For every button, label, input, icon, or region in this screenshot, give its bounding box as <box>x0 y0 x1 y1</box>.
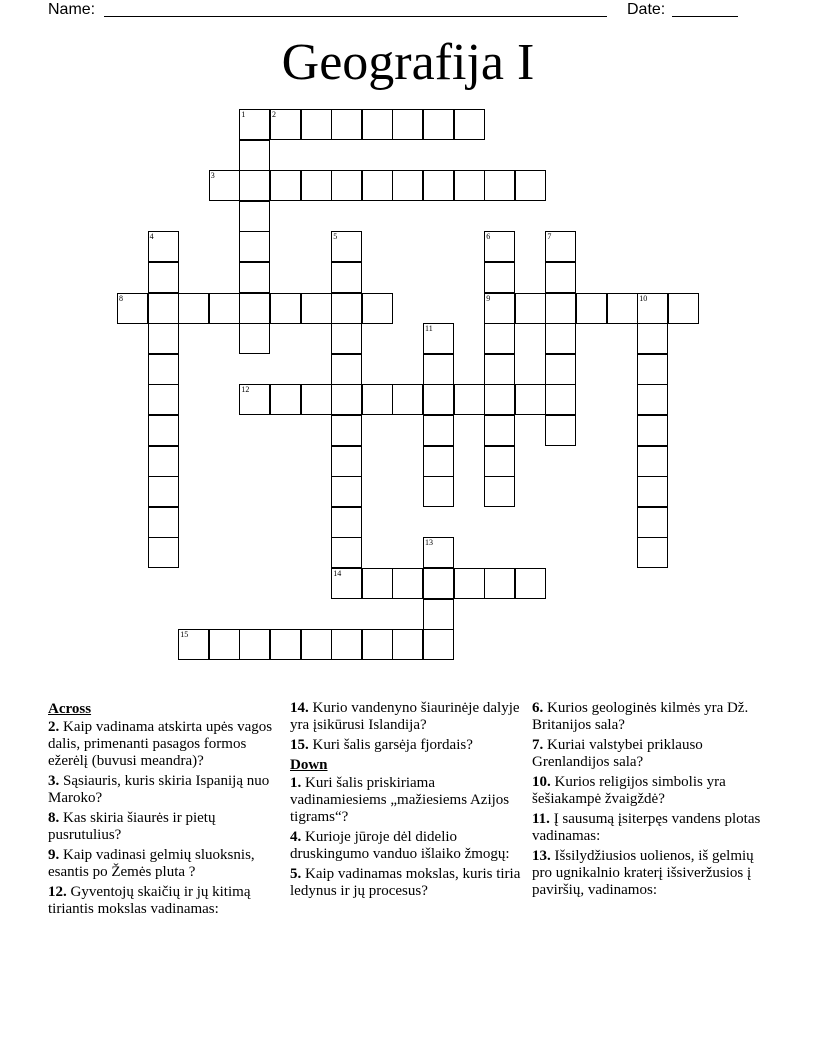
grid-cell[interactable] <box>301 293 332 324</box>
cell-number: 7 <box>547 232 552 242</box>
clue-down-6 <box>532 700 770 734</box>
grid-cell[interactable] <box>331 262 362 293</box>
grid-cell[interactable] <box>484 476 515 507</box>
grid-cell[interactable] <box>423 354 454 385</box>
grid-cell[interactable] <box>392 568 423 599</box>
grid-cell[interactable] <box>239 262 270 293</box>
grid-cell[interactable] <box>331 109 362 140</box>
grid-cell[interactable] <box>392 170 423 201</box>
clue-down-4 <box>290 829 522 863</box>
clue-across-15 <box>290 737 522 754</box>
clue-number: 12. <box>48 884 67 900</box>
clue-text: Išsilydžiusios uolienos, iš gelmių pro ugnikalnio kraterį išsiveržusios į paviršių, vadinamos: <box>532 848 754 898</box>
grid-cell[interactable] <box>362 170 393 201</box>
clue-across-14 <box>290 700 522 734</box>
cell-number: 13 <box>425 538 433 548</box>
grid-cell[interactable] <box>515 293 546 324</box>
grid-cell[interactable] <box>331 354 362 385</box>
grid-cell[interactable] <box>270 109 301 140</box>
cell-number: 11 <box>425 324 433 334</box>
grid-cell[interactable] <box>117 293 148 324</box>
grid-cell[interactable] <box>515 384 546 415</box>
grid-cell[interactable] <box>331 170 362 201</box>
clue-text: Kurios religijos simbolis yra šešiakampė žvaigždė? <box>532 774 726 807</box>
grid-cell[interactable] <box>545 231 576 262</box>
grid-cell[interactable] <box>637 384 668 415</box>
grid-cell[interactable] <box>545 354 576 385</box>
cell-number: 6 <box>486 232 491 242</box>
across-heading: Across <box>48 701 92 717</box>
grid-cell[interactable] <box>331 415 362 446</box>
grid-cell[interactable] <box>392 384 423 415</box>
grid-cell[interactable] <box>423 109 454 140</box>
clue-text: Kuri šalis priskiriama vadinamiesiems „mažiesiems Azijos tigrams“? <box>290 775 510 825</box>
grid-cell[interactable] <box>239 293 270 324</box>
grid-cell[interactable] <box>484 170 515 201</box>
clue-down-13 <box>532 848 770 899</box>
grid-cell[interactable] <box>239 231 270 262</box>
clue-text: Kaip vadinamas mokslas, kuris tiria ledynus ir jų procesus? <box>290 866 521 899</box>
cell-number: 5 <box>333 232 338 242</box>
grid-cell[interactable] <box>484 262 515 293</box>
clue-number: 1. <box>290 775 302 791</box>
grid-cell[interactable] <box>331 568 362 599</box>
grid-cell[interactable] <box>454 568 485 599</box>
grid-cell[interactable] <box>545 415 576 446</box>
grid-cell[interactable] <box>607 293 638 324</box>
clue-number: 4. <box>290 829 302 845</box>
clue-text: Kurioje jūroje dėl didelio druskingumo vanduo išlaiko žmogų: <box>290 829 510 862</box>
grid-cell[interactable] <box>454 384 485 415</box>
grid-cell[interactable] <box>454 109 485 140</box>
grid-cell[interactable] <box>362 109 393 140</box>
clue-text: Kas skiria šiaurės ir pietų pusrutulius? <box>48 810 216 843</box>
grid-cell[interactable] <box>331 507 362 538</box>
grid-cell[interactable] <box>148 415 179 446</box>
clue-number: 3. <box>48 773 60 789</box>
grid-cell[interactable] <box>148 293 179 324</box>
clues-column-1 <box>48 700 280 921</box>
grid-cell[interactable] <box>484 231 515 262</box>
grid-cell[interactable] <box>148 537 179 568</box>
clue-number: 9. <box>48 847 60 863</box>
grid-cell[interactable] <box>270 384 301 415</box>
clue-number: 11. <box>532 811 550 827</box>
grid-cell[interactable] <box>423 476 454 507</box>
grid-cell[interactable] <box>331 446 362 477</box>
clue-down-10 <box>532 774 770 808</box>
cell-number: 1 <box>241 110 246 119</box>
clue-text: Kaip vadinasi gelmių sluoksnis, esantis po Žemės pluta ? <box>48 847 255 880</box>
grid-cell[interactable] <box>148 323 179 354</box>
clue-text: Gyventojų skaičių ir jų kitimą tiriantis mokslas vadinamas: <box>48 884 251 917</box>
grid-cell[interactable] <box>331 231 362 262</box>
clue-text: Kuri šalis garsėja fjordais? <box>312 737 473 753</box>
grid-cell[interactable] <box>423 537 454 568</box>
grid-cell[interactable] <box>239 323 270 354</box>
grid-cell[interactable] <box>637 415 668 446</box>
clue-across-2 <box>48 719 280 770</box>
clue-down-1 <box>290 775 522 826</box>
date-label: Date: <box>627 1 666 18</box>
grid-cell[interactable] <box>148 384 179 415</box>
grid-cell[interactable] <box>545 293 576 324</box>
grid-cell[interactable] <box>484 446 515 477</box>
grid-cell[interactable] <box>423 568 454 599</box>
grid-cell[interactable] <box>331 384 362 415</box>
grid-cell[interactable] <box>637 537 668 568</box>
cell-number: 3 <box>210 171 215 181</box>
grid-cell[interactable] <box>392 629 423 660</box>
name-label: Name: <box>48 1 96 18</box>
cell-number: 14 <box>333 569 342 578</box>
grid-cell[interactable] <box>484 415 515 446</box>
grid-cell[interactable] <box>331 537 362 568</box>
clue-across-12 <box>48 884 280 918</box>
grid-cell[interactable] <box>331 293 362 324</box>
grid-cell[interactable] <box>545 323 576 354</box>
clue-number: 2. <box>48 719 60 735</box>
clue-number: 8. <box>48 810 60 826</box>
grid-cell[interactable] <box>423 599 454 630</box>
grid-cell[interactable] <box>637 507 668 538</box>
clue-number: 13. <box>532 848 551 864</box>
clue-across-8 <box>48 810 280 844</box>
grid-cell[interactable] <box>545 384 576 415</box>
grid-cell[interactable] <box>331 629 362 660</box>
grid-cell[interactable] <box>392 109 423 140</box>
grid-cell[interactable] <box>301 384 332 415</box>
grid-cell[interactable] <box>331 323 362 354</box>
grid-cell[interactable] <box>362 293 393 324</box>
grid-cell[interactable] <box>454 170 485 201</box>
grid-cell[interactable] <box>423 323 454 354</box>
grid-cell[interactable] <box>362 384 393 415</box>
grid-cell[interactable] <box>148 507 179 538</box>
grid-cell[interactable] <box>239 384 270 415</box>
clue-number: 6. <box>532 700 544 716</box>
grid-cell[interactable] <box>148 354 179 385</box>
grid-cell[interactable] <box>484 293 515 324</box>
grid-cell[interactable] <box>239 629 270 660</box>
cell-number: 9 <box>486 293 491 303</box>
clue-across-9 <box>48 847 280 881</box>
clue-text: Kurio vandenyno šiaurinėje dalyje yra įsikūrusi Islandija? <box>290 700 520 733</box>
grid-cell[interactable] <box>423 170 454 201</box>
page-title: Geografija I <box>281 34 535 91</box>
clue-number: 5. <box>290 866 302 882</box>
grid-cell[interactable] <box>209 170 240 201</box>
grid-cell[interactable] <box>484 323 515 354</box>
grid-cell[interactable] <box>668 293 699 324</box>
grid-cell[interactable] <box>637 323 668 354</box>
clue-text: Sąsiauris, kuris skiria Ispaniją nuo Maroko? <box>48 773 270 806</box>
grid-cell[interactable] <box>515 170 546 201</box>
cell-number: 12 <box>241 385 250 395</box>
grid-cell[interactable] <box>178 629 209 660</box>
down-heading: Down <box>290 757 328 773</box>
grid-cell[interactable] <box>301 170 332 201</box>
clue-down-7 <box>532 737 770 771</box>
grid-cell[interactable] <box>423 415 454 446</box>
grid-cell[interactable] <box>484 568 515 599</box>
clue-down-5 <box>290 866 522 900</box>
grid-cell[interactable] <box>637 476 668 507</box>
grid-cell[interactable] <box>209 629 240 660</box>
grid-cell[interactable] <box>423 384 454 415</box>
clues-column-3 <box>532 700 770 902</box>
grid-cell[interactable] <box>362 568 393 599</box>
grid-cell[interactable] <box>637 446 668 477</box>
grid-cell[interactable] <box>148 231 179 262</box>
grid-cell[interactable] <box>331 476 362 507</box>
grid-cell[interactable] <box>637 293 668 324</box>
clue-number: 10. <box>532 774 551 790</box>
cell-number: 10 <box>639 293 648 303</box>
clue-text: Į sausumą įsiterpęs vandens plotas vadinamas: <box>532 811 761 844</box>
grid-cell[interactable] <box>148 476 179 507</box>
grid-cell[interactable] <box>484 354 515 385</box>
clue-number: 15. <box>290 737 309 753</box>
cell-number: 8 <box>119 293 123 303</box>
grid-cell[interactable] <box>239 109 270 140</box>
grid-cell[interactable] <box>148 446 179 477</box>
grid-cell[interactable] <box>362 629 393 660</box>
grid-cell[interactable] <box>423 446 454 477</box>
cell-number: 4 <box>149 232 154 242</box>
grid-cell[interactable] <box>239 170 270 201</box>
grid-cell[interactable] <box>239 201 270 232</box>
grid-cell[interactable] <box>515 568 546 599</box>
grid-cell[interactable] <box>270 293 301 324</box>
clue-number: 14. <box>290 700 309 716</box>
grid-cell[interactable] <box>209 293 240 324</box>
clue-text: Kurios geologinės kilmės yra Dž. Britanijos sala? <box>532 700 749 733</box>
cell-number: 2 <box>272 110 276 119</box>
grid-cell[interactable] <box>239 140 270 171</box>
clue-text: Kuriai valstybei priklauso Grenlandijos sala? <box>532 737 703 770</box>
clue-down-11 <box>532 811 770 845</box>
grid-cell[interactable] <box>545 262 576 293</box>
grid-cell[interactable] <box>178 293 209 324</box>
grid-cell[interactable] <box>423 629 454 660</box>
clue-text: Kaip vadinama atskirta upės vagos dalis, primenanti pasagos formos ežerėlį (buvusi meandra)? <box>48 719 273 769</box>
grid-cell[interactable] <box>484 384 515 415</box>
grid-cell[interactable] <box>270 629 301 660</box>
clue-number: 7. <box>532 737 544 753</box>
grid-cell[interactable] <box>301 109 332 140</box>
grid-cell[interactable] <box>148 262 179 293</box>
cell-number: 15 <box>180 630 189 640</box>
grid-cell[interactable] <box>576 293 607 324</box>
grid-cell[interactable] <box>270 170 301 201</box>
grid-cell[interactable] <box>301 629 332 660</box>
clues-column-2 <box>290 700 522 903</box>
clue-across-3 <box>48 773 280 807</box>
grid-cell[interactable] <box>637 354 668 385</box>
